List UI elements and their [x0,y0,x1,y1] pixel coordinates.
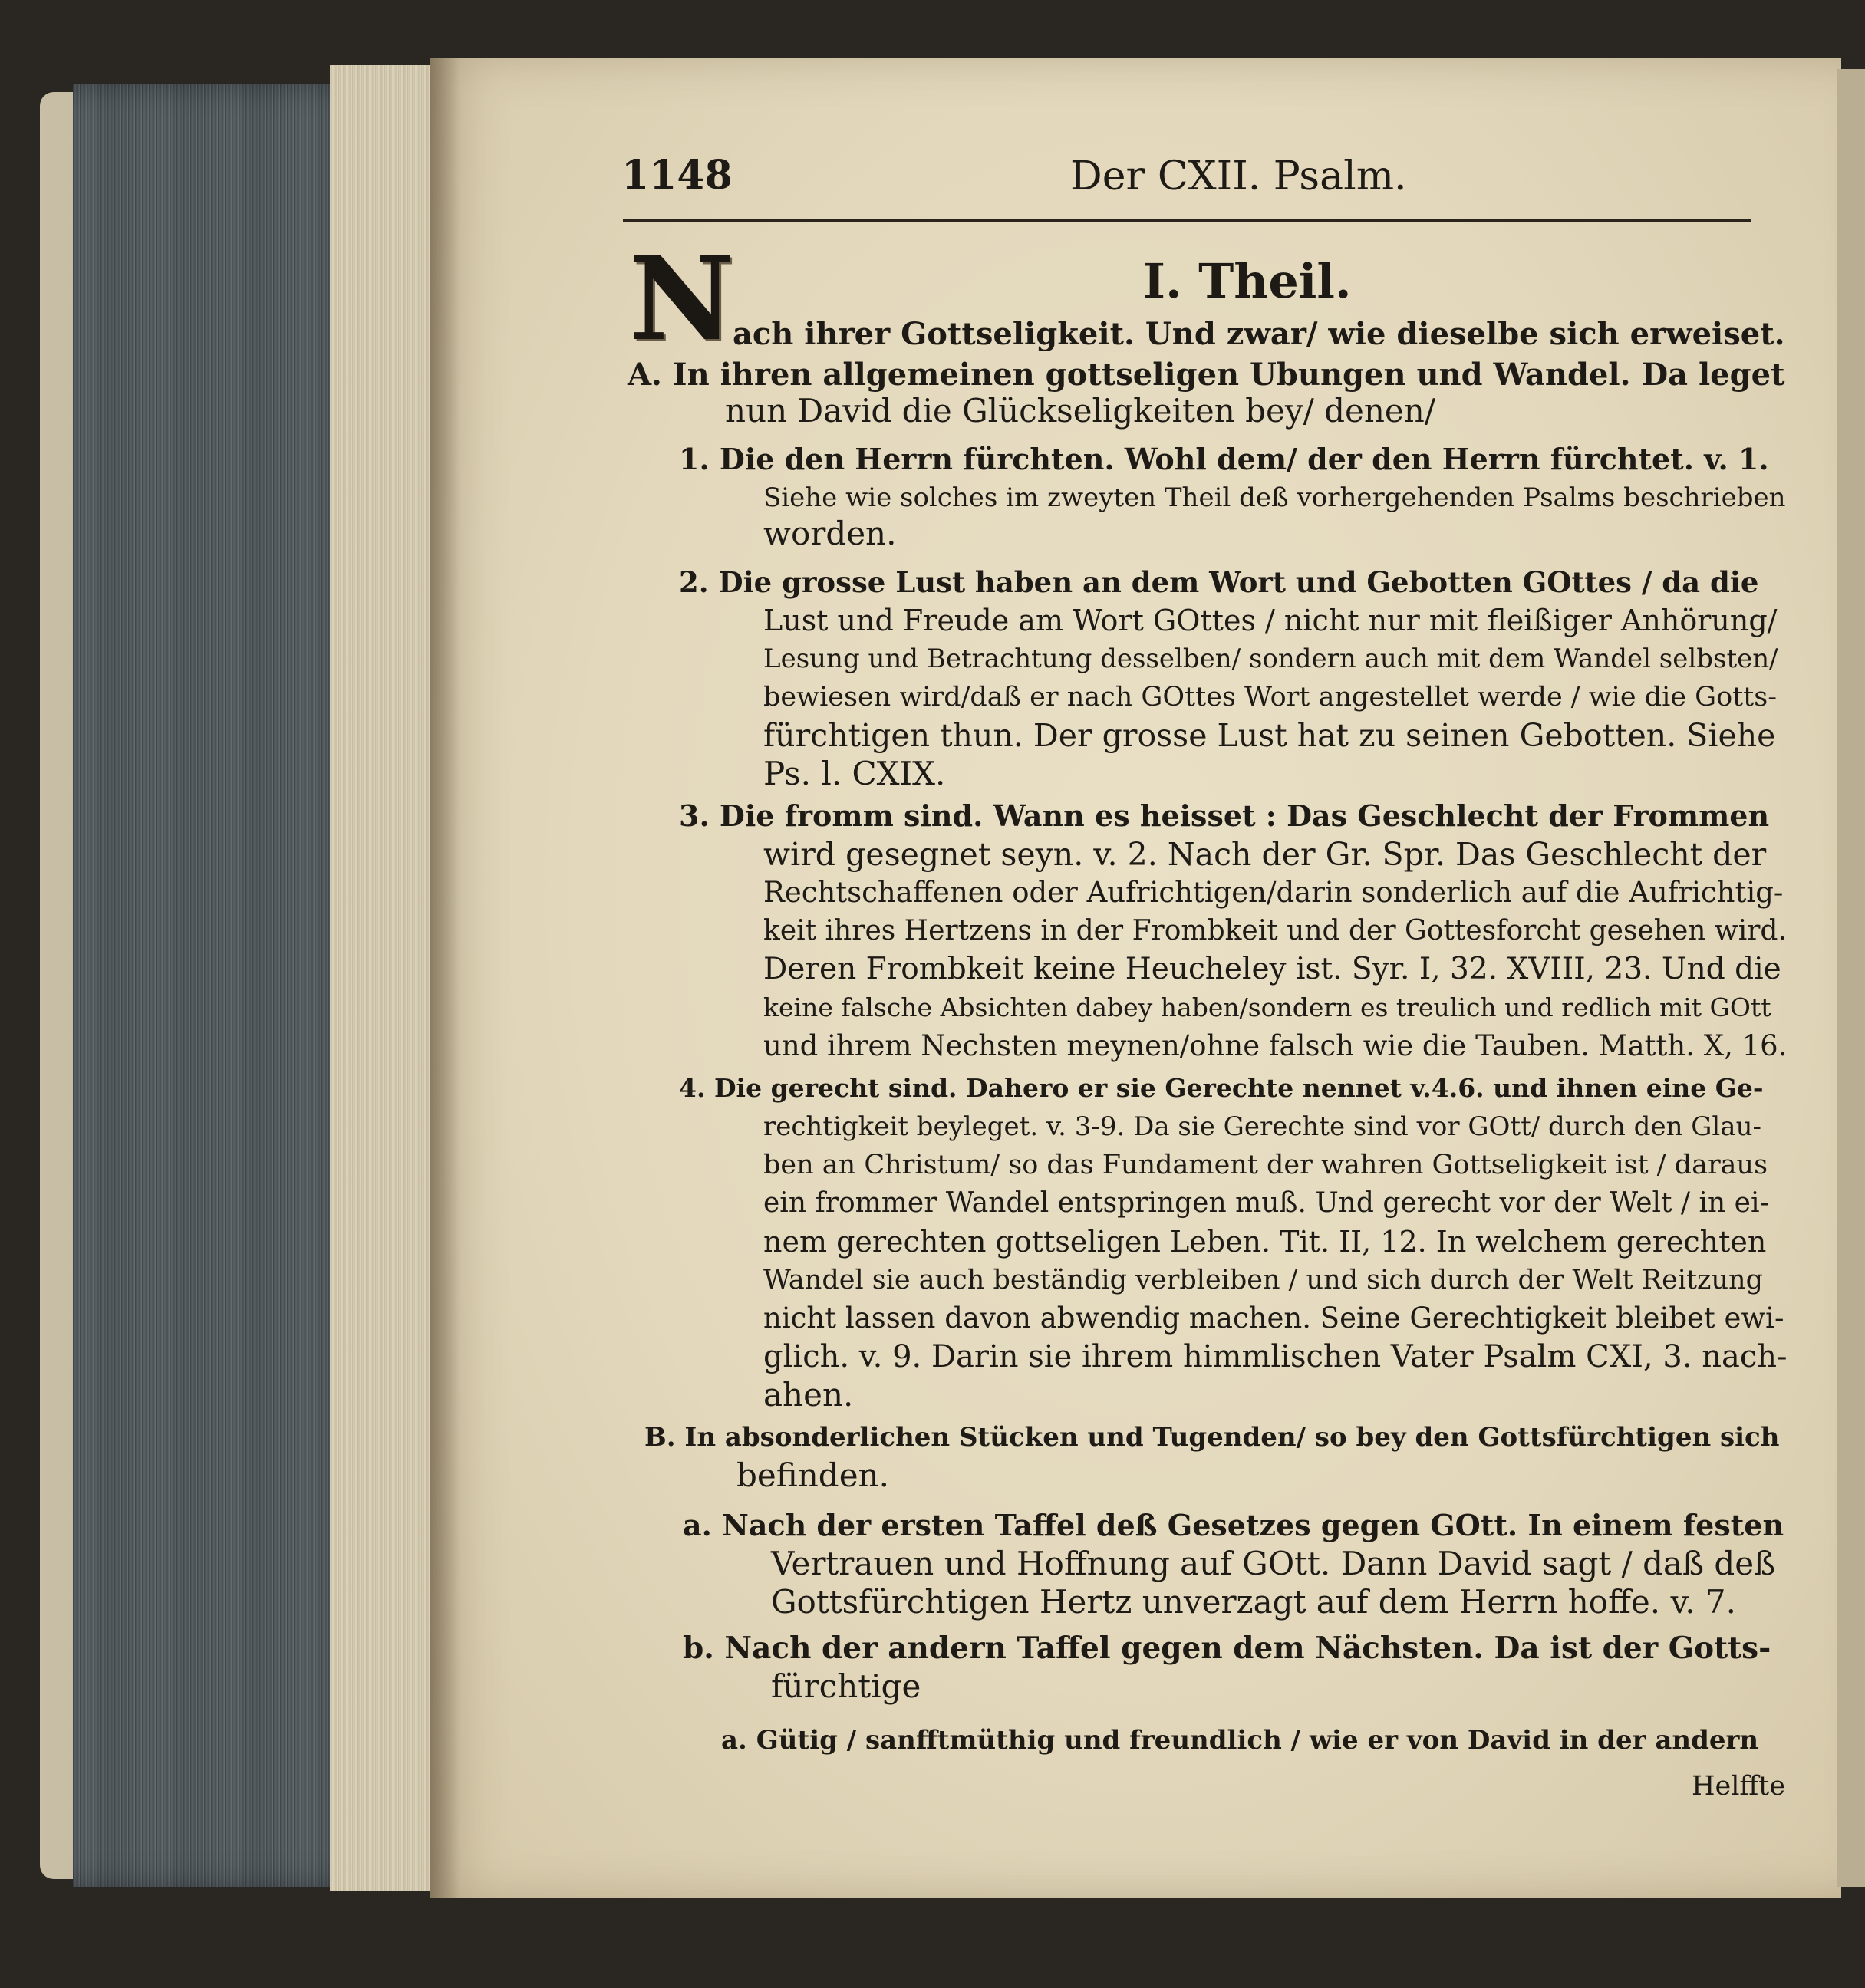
gutter-shadow [430,58,460,1898]
facing-page-edge [1837,69,1865,1887]
text-line: 2. Die grosse Lust haben an dem Wort und Gebotten GOttes / da die [679,565,1759,599]
text-line: 1. Die den Herrn fürchten. Wohl dem/ der den Herrn fürchtet. v. 1. [679,442,1769,476]
page-stack [330,65,437,1891]
drop-cap-initial: N [629,232,735,367]
text-line: nun David die Glückseligkeiten bey/ denen/ [725,392,1435,430]
text-line: Siehe wie solches im zweyten Theil deß vorhergehenden Psalms beschrieben [763,482,1786,513]
text-line: Ps. l. CXIX. [763,755,946,792]
text-line: Gottsfürchtigen Hertz unverzagt auf dem Herrn hoffe. v. 7. [771,1583,1736,1621]
text-line: 4. Die gerecht sind. Dahero er sie Gerechte nennet v.4.6. und ihnen eine Ge- [679,1073,1764,1103]
text-line: B. In absonderlichen Stücken und Tugenden/ so bey den Gottsfürchtigen sich [644,1422,1780,1453]
text-line: worden. [763,515,897,552]
text-line: nicht lassen davon abwendig machen. Seine Gerechtigkeit bleibet ewi- [763,1302,1784,1335]
page-number: 1148 [621,152,733,199]
text-line: Rechtschaffenen oder Aufrichtigen/darin sonderlich auf die Aufrichtig- [763,876,1784,909]
running-title: Der CXII. Psalm. [1070,153,1407,199]
catchword: Helffte [1692,1771,1786,1802]
text-line: a. Nach der ersten Taffel deß Gesetzes gegen GOtt. In einem festen [683,1508,1784,1542]
text-line: Vertrauen und Hoffnung auf GOtt. Dann David sagt / daß deß [771,1545,1776,1582]
text-line: Lust und Freude am Wort GOttes / nicht nur mit fleißiger Anhörung/ [763,604,1778,637]
text-line: und ihrem Nechsten meynen/ohne falsch wie die Tauben. Matth. X, 16. [763,1029,1788,1062]
text-line: fürchtigen thun. Der grosse Lust hat zu seinen Gebotten. Siehe [763,717,1776,754]
text-line: Deren Frombkeit keine Heucheley ist. Syr. I, 32. XVIII, 23. Und die [763,952,1781,986]
text-line: ach ihrer Gottseligkeit. Und zwar/ wie dieselbe sich erweiset. [733,316,1785,352]
text-line: A. In ihren allgemeinen gottseligen Ubungen und Wandel. Da leget [628,357,1785,393]
text-line: Wandel sie auch beständig verbleiben / und sich durch der Welt Reitzung [763,1265,1763,1295]
text-line: Lesung und Betrachtung desselben/ sondern auch mit dem Wandel selbsten/ [763,643,1778,674]
text-line: befinden. [736,1456,889,1494]
section-title: I. Theil. [1143,253,1352,309]
text-line: a. Gütig / sanfftmüthig und freundlich / wie er von David in der andern [721,1725,1759,1756]
text-line: ein frommer Wandel entspringen muß. Und gerecht vor der Welt / in ei- [763,1187,1769,1219]
text-line: glich. v. 9. Darin sie ihrem himmlischen Vater Psalm CXI, 3. nach- [763,1339,1788,1374]
text-line: keit ihres Hertzens in der Frombkeit und der Gottesforcht gesehen wird. [763,915,1787,946]
text-line: 3. Die fromm sind. Wann es heisset : Das Geschlecht der Frommen [679,798,1770,833]
text-line: bewiesen wird/daß er nach GOttes Wort angestellet werde / wie die Gotts- [763,682,1778,713]
header-rule [623,219,1751,222]
text-line: fürchtige [771,1667,921,1705]
text-line: nem gerechten gottseligen Leben. Tit. II, 12. In welchem gerechten [763,1225,1767,1259]
text-line: keine falsche Absichten dabey haben/sondern es treulich und redlich mit GOtt [763,992,1771,1022]
text-line: b. Nach der andern Taffel gegen dem Nächsten. Da ist der Gotts- [683,1631,1771,1666]
text-line: rechtigkeit beyleget. v. 3-9. Da sie Gerechte sind vor GOtt/ durch den Glau- [763,1111,1761,1142]
text-line: ben an Christum/ so das Fundament der wahren Gottseligkeit ist / daraus [763,1150,1768,1180]
text-line: ahen. [763,1376,854,1414]
text-line: wird gesegnet seyn. v. 2. Nach der Gr. Spr. Das Geschlecht der [763,836,1767,873]
